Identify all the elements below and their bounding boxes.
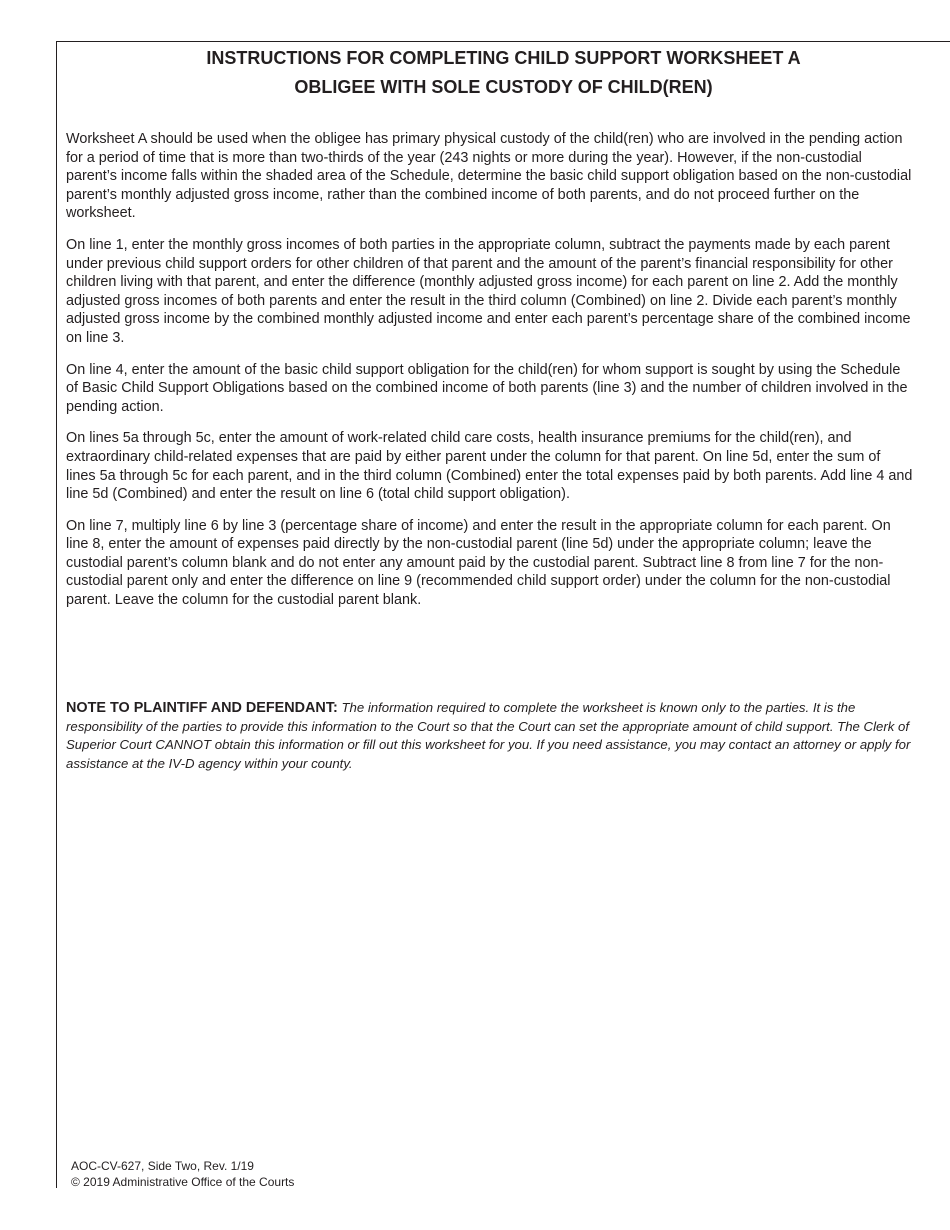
page-title: INSTRUCTIONS FOR COMPLETING CHILD SUPPORT WORKSHEET A (206, 48, 801, 68)
note-text: The information required to complete the worksheet is known only to the parties. It is the responsibility of the parties to provide this information to the Court so that the Court can set the appropriate amount of child support. The Clerk of Superior Court CANNOT obtain this information or fill out this worksheet for you. If you need assistance, you may contact an attorney or apply for assistance at the IV-D agency within your county. (66, 700, 911, 771)
paragraph-line-5-6: On lines 5a through 5c, enter the amount of work-related child care costs, health insurance premiums for the child(ren), and extraordinary child-related expenses that are paid by either parent under the column for that parent. On line 5d, enter the sum of lines 5a through 5c for each parent, and in the third column (Combined) enter the total expenses paid by both parents. Add line 4 and line 5d (Combined) and enter the result on line 6 (total child support obligation). (66, 430, 913, 503)
page-border-top (56, 41, 950, 42)
note-heading: NOTE TO PLAINTIFF AND DEFENDANT: (66, 700, 338, 716)
footer (71, 1159, 294, 1190)
paragraph-line-4: On line 4, enter the amount of the basic child support obligation for the child(ren) for whom support is sought by using the Schedule of Basic Child Support Obligations based on the combined income of both parents (line 3) and the number of children involved in the pending action. (66, 361, 908, 415)
copyright: © 2019 Administrative Office of the Courts (71, 1174, 295, 1189)
page-subtitle: OBLIGEE WITH SOLE CUSTODY OF CHILD(REN) (294, 77, 713, 97)
page-border-left (56, 41, 57, 1188)
paragraph-line-7-9: On line 7, multiply line 6 by line 3 (percentage share of income) and enter the result in the appropriate column for each parent. On line 8, enter the amount of expenses paid directly by the non-custodial parent (line 5d) under the appropriate column; leave the custodial parent’s column blank and do not enter any amount paid by the custodial parent. Subtract line 8 from line 7 for the non-custodial parent only and enter the difference on line 9 (recommended child support order) under the column for the non-custodial parent. Leave the column for the custodial parent blank. (66, 517, 891, 609)
note-to-parties (66, 699, 916, 773)
paragraph-worksheet-usage: Worksheet A should be used when the obligee has primary physical custody of the child(ren) who are involved in the pending action for a period of time that is more than two-thirds of the year (243 nights or more during the year). However, if the non-custodial parent’s income falls within the shaded area of the Schedule, determine the basic child support obligation based on the non-custodial parent’s monthly adjusted gross income, rather than the combined income of both parents, and do not proceed further on the worksheet. (66, 131, 912, 222)
form-number: AOC-CV-627, Side Two, Rev. 1/19 (71, 1159, 254, 1173)
instructions-body (66, 130, 913, 623)
paragraph-line-1-3: On line 1, enter the monthly gross incomes of both parties in the appropriate column, subtract the payments made by each parent under previous child support orders for other children of that parent and the amount of the parent’s financial responsibility for other children living with that parent, and enter the difference (monthly adjusted gross income) for each parent on line 2. Add the monthly adjusted gross incomes of both parents and enter the result in the third column (Combined) on line 2. Divide each parent’s monthly adjusted gross income by the combined monthly adjusted income and enter each parent’s percentage share of the combined income on line 3. (66, 236, 911, 346)
